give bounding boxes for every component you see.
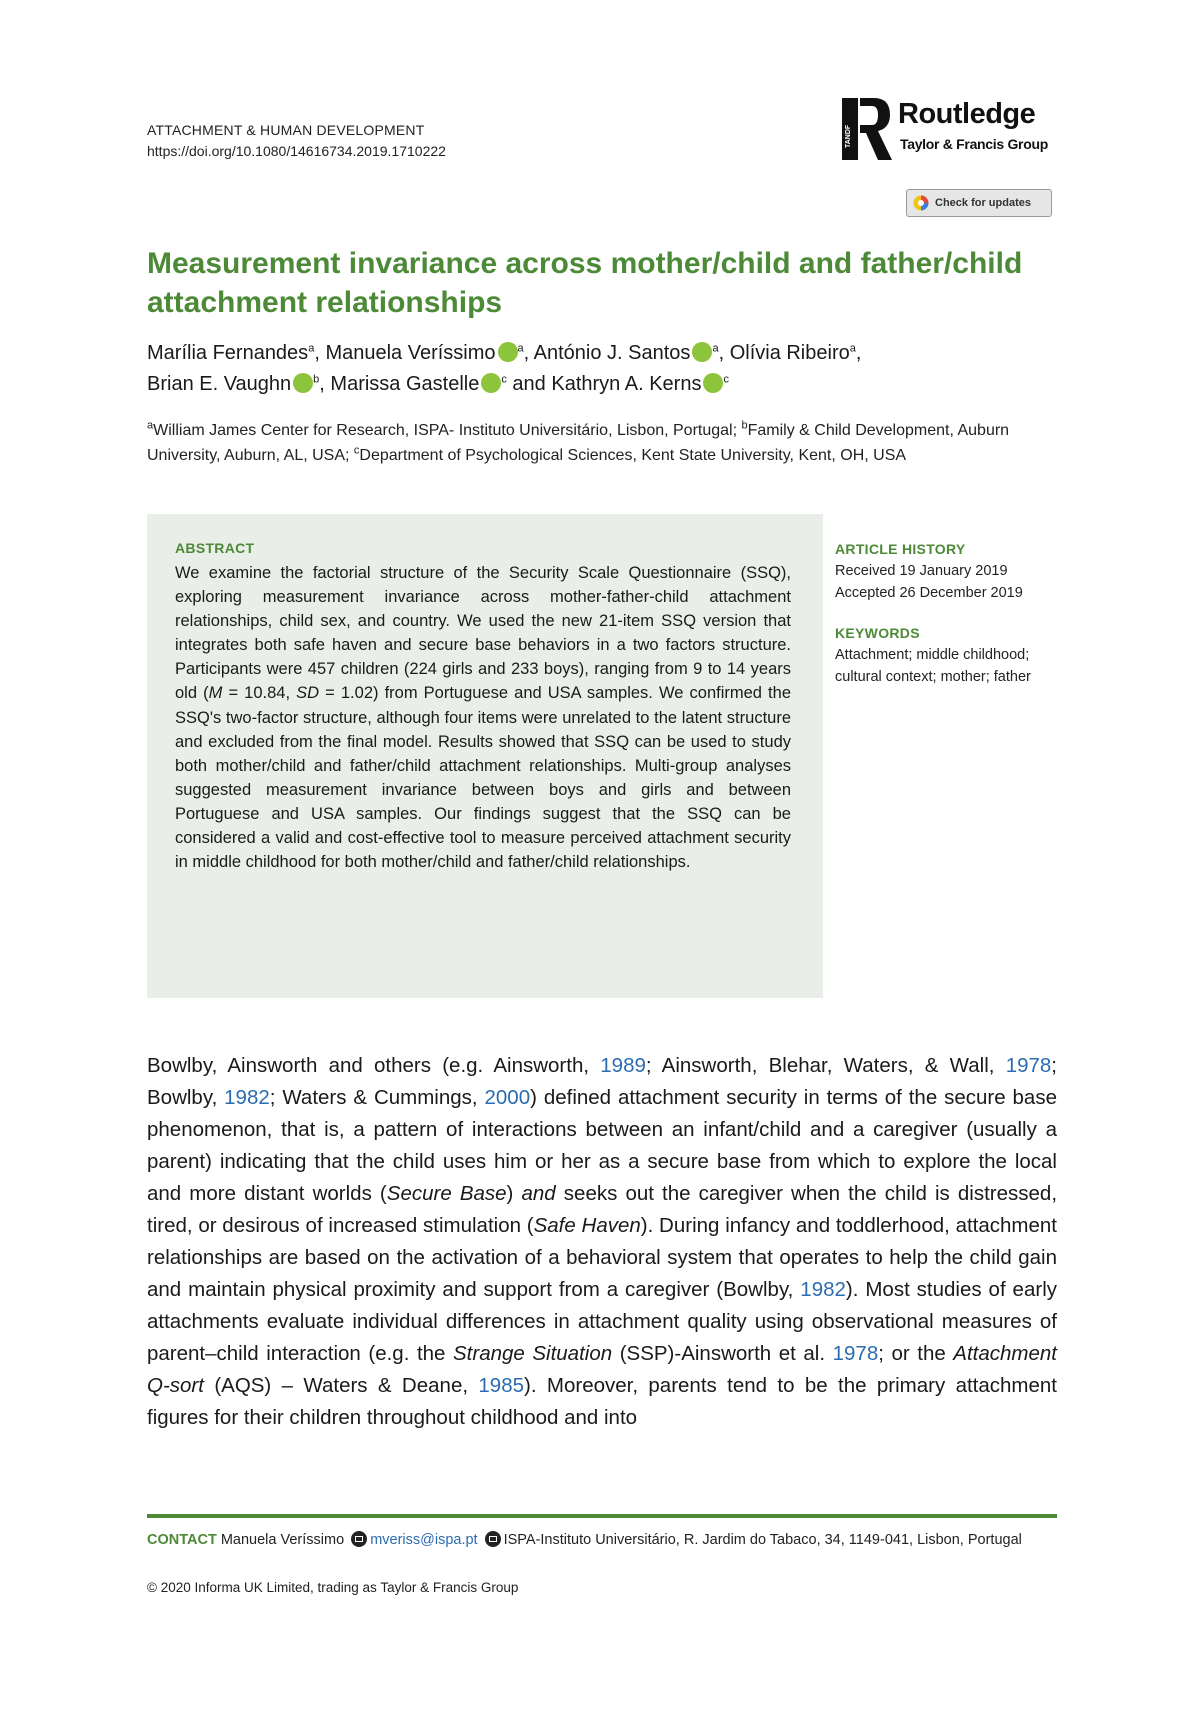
citation-link[interactable]: 1985 (478, 1374, 525, 1397)
footer-divider (147, 1514, 1057, 1518)
body-segment: ; Bowlby, (147, 1054, 1057, 1109)
body-segment: Bowlby, Ainsworth and others (e.g. Ainsworth, (147, 1054, 601, 1077)
body-segment: ) defined attachment security in terms of the secure base phenomenon, that is, a pattern of interactions between an infant/child and a caregiver (usually a parent) indicating that the child uses him or her as a secure base from which to explore the local and more distant worlds ( (147, 1086, 1057, 1205)
affiliation-a: William James Center for Research, ISPA- Instituto Universitário, Lisbon, Portugal; (153, 422, 738, 439)
citation-link[interactable]: 1982 (224, 1086, 270, 1109)
author-affiliation-mark: a (308, 342, 315, 355)
body-segment: ). Most studies of early attachments evaluate individual differences in attachment quality using observational measures of parent–child interaction (e.g. the (147, 1278, 1057, 1365)
orcid-icon[interactable] (703, 373, 723, 393)
body-segment: ; Ainsworth, Blehar, Waters, & Wall, (645, 1054, 1006, 1077)
routledge-r-icon (842, 98, 892, 160)
body-segment: seeks out the caregiver when the child is distressed, tired, or desirous of increased stimulation ( (147, 1182, 1058, 1237)
publisher-logo (842, 96, 1057, 164)
author-name[interactable]: Olívia Ribeiro (729, 342, 850, 364)
body-italic: Strange Situation (453, 1342, 613, 1365)
abstract-text (175, 561, 791, 874)
affiliation-b: Family & Child Development, Auburn University, Auburn, AL, USA; (147, 422, 1010, 464)
author-name[interactable]: Manuela Veríssimo (325, 342, 496, 364)
author-name[interactable]: Kathryn A. Kerns (551, 373, 702, 395)
abstract-segment: We examine the factorial structure of the Security Scale Questionnaire (SSQ), exploring measurement invariance across mother-father-child attachment relationships, child sex, and country. We used the new 21-item SSQ version that integrates both safe haven and secure base behaviors in a two factors structure. Participants were 457 children (224 girls and 233 boys), ranging from 9 to 14 years old ( (175, 564, 791, 703)
body-italic: Attachment Q-sort (147, 1342, 1057, 1397)
orcid-icon[interactable] (498, 342, 518, 362)
author-affiliation-mark: c (723, 373, 729, 386)
contact-name: Manuela Veríssimo (220, 1532, 345, 1548)
body-segment: ; Waters & Cummings, (269, 1086, 485, 1109)
author-affiliation-mark: a (849, 342, 856, 355)
author-affiliation-mark: a (517, 342, 524, 355)
affiliation-c: Department of Psychological Sciences, Kent State University, Kent, OH, USA (359, 447, 907, 464)
contact-info (147, 1528, 1057, 1552)
body-segment: ; or the (878, 1342, 954, 1365)
check-updates-icon (913, 195, 929, 211)
doi-link[interactable]: https://doi.org/10.1080/14616734.2019.1710222 (147, 143, 446, 159)
contact-address: ISPA-Instituto Universitário, R. Jardim do Tabaco, 34, 1149-041, Lisbon, Portugal (503, 1532, 1022, 1548)
author-line-2: Brian E. Vaughn $^b$, Marissa Gastelle $^c$ and Kathryn A. Kerns $^c$ (147, 373, 729, 395)
orcid-icon[interactable] (692, 342, 712, 362)
check-updates-label: Check for updates (935, 197, 1031, 209)
author-line-1: Marília Fernandes$^a$, Manuela Veríssimo $^a$, António J. Santos $^a$, Olívia Ribeiro$^a$, (147, 342, 862, 364)
body-segment: (AQS) – Waters & Deane, (203, 1374, 479, 1397)
affiliation-mark: b (741, 419, 748, 432)
keywords-heading: KEYWORDS (835, 625, 920, 641)
citation-link[interactable]: 1978 (1005, 1054, 1052, 1077)
citation-link[interactable]: 1978 (832, 1342, 879, 1365)
body-paragraph (147, 1050, 1057, 1434)
citation-link[interactable]: 1982 (800, 1278, 846, 1301)
journal-name: ATTACHMENT & HUMAN DEVELOPMENT (147, 122, 425, 138)
accepted-date: Accepted 26 December 2019 (835, 585, 1023, 601)
abstract-heading: ABSTRACT (175, 540, 255, 556)
body-italic: Secure Base (386, 1182, 507, 1205)
citation-link[interactable]: 1989 (600, 1054, 646, 1077)
author-affiliation-mark: b (313, 373, 320, 386)
citation-link[interactable]: 2000 (484, 1086, 531, 1109)
publisher-group: Taylor & Francis Group (900, 136, 1048, 152)
orcid-icon[interactable] (293, 373, 313, 393)
abstract-italic: SD (296, 684, 320, 703)
author-name[interactable]: Marissa Gastelle (330, 373, 480, 395)
contact-label: CONTACT (147, 1532, 217, 1548)
author-name[interactable]: Brian E. Vaughn (147, 373, 292, 395)
copyright: © 2020 Informa UK Limited, trading as Taylor & Francis Group (147, 1580, 519, 1595)
orcid-icon[interactable] (481, 373, 501, 393)
body-segment: ) (506, 1182, 522, 1205)
affiliation-mark: c (353, 444, 360, 457)
affiliation-mark: a (147, 419, 154, 432)
author-name[interactable]: António J. Santos (533, 342, 691, 364)
author-affiliation-mark: a (712, 342, 719, 355)
body-segment: ). Moreover, parents tend to be the primary attachment figures for their children throughout childhood and into (147, 1374, 1057, 1429)
body-italic: Safe Haven (533, 1214, 641, 1237)
received-date: Received 19 January 2019 (835, 563, 1008, 579)
email-icon (351, 1531, 367, 1547)
abstract-segment: = 10.84, (222, 684, 297, 703)
body-italic: and (521, 1182, 556, 1205)
publisher-name: Routledge (898, 98, 1036, 130)
body-segment: (SSP)-Ainsworth et al. (612, 1342, 833, 1365)
affiliations (147, 418, 1057, 468)
check-for-updates-button[interactable] (906, 189, 1052, 217)
abstract-segment: = 1.02) from Portuguese and USA samples. We confirmed the SSQ's two-factor structure, although four items were unrelated to the latent structure and excluded from the final model. Results showed that SSQ can be used to study both mother/child and father/child attachment relationships. Multi-group analyses suggested measurement invariance between boys and girls and between Portuguese and USA samples. Our findings suggest that the SSQ can be considered a valid and cost-effective tool to measure perceived attachment security in middle childhood for both mother/child and father/child relationships. (175, 684, 791, 872)
address-icon (485, 1531, 501, 1547)
author-name[interactable]: Marília Fernandes (147, 342, 309, 364)
abstract-box (147, 514, 823, 998)
article-sidebar (835, 538, 1065, 688)
body-segment: ). During infancy and toddlerhood, attachment relationships are based on the activation of a behavioral system that operates to help the child gain and maintain physical proximity and support from a caregiver (Bowlby, (147, 1214, 1058, 1301)
contact-email[interactable]: mveriss@ispa.pt (370, 1532, 478, 1548)
abstract-italic: M (208, 684, 223, 703)
author-affiliation-mark: c (501, 373, 507, 386)
svg-text:TANDF: TANDF (845, 124, 852, 148)
author-list (147, 338, 1057, 400)
article-title: Measurement invariance across mother/child and father/child attachment relationships (147, 247, 1023, 319)
keywords-list: Attachment; middle childhood; cultural context; mother; father (835, 647, 1031, 685)
article-history-heading: ARTICLE HISTORY (835, 541, 966, 557)
author-conjunction: and (512, 373, 546, 395)
